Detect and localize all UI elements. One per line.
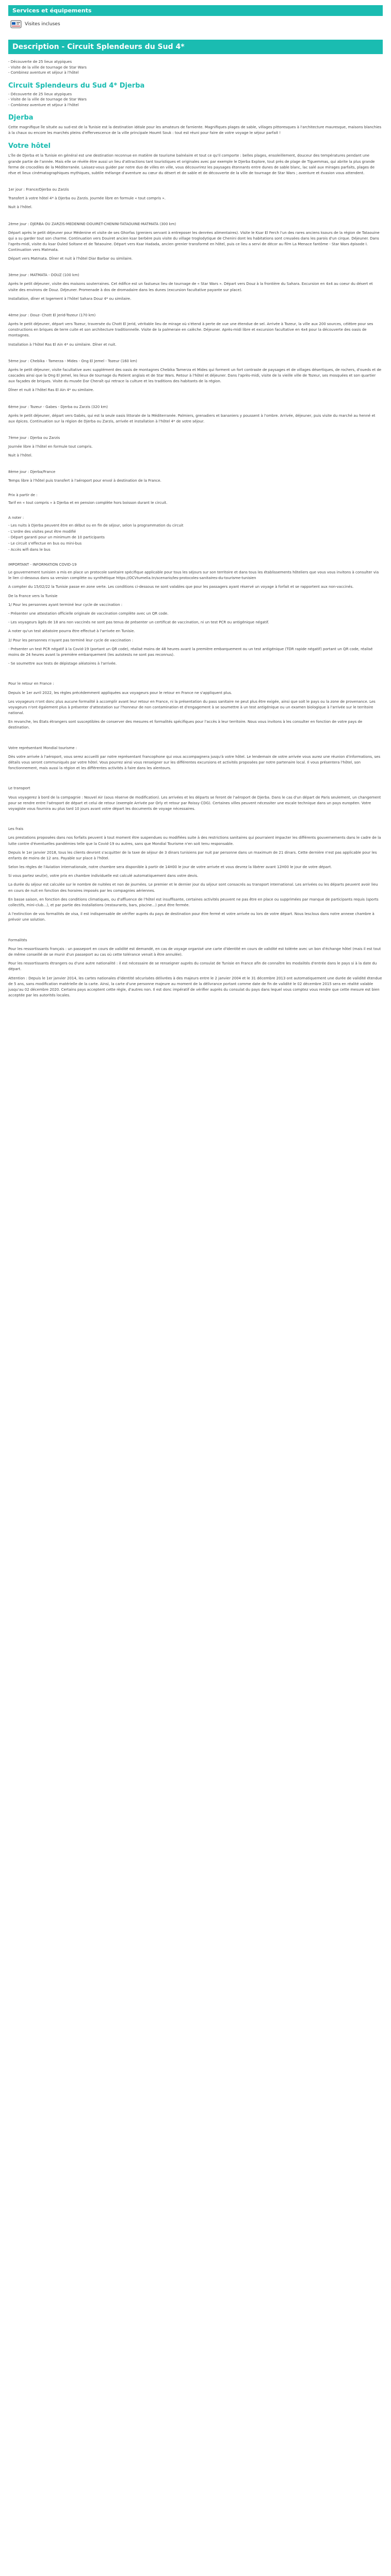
list-item: - Départ garanti pour un minimum de 10 participants <box>8 535 105 540</box>
transport-text: Vous voyagerez à bord de la compagnie : Nouvel Air (sous réserve de modification). Les arrivées et les départs se feront de l'aéroport de Djerba. Dans le cas d'un départ de Paris seulement, un changement pour se rendre entre l'aéroport de départ et celui de retour (exemple Arrivée par Orly et retour par Roissy CDG). Certaines villes peuvent nécessiter une escale technique dans un pays européen. Votre voyagiste vous fournira au plus tard 10 jours avant votre départ les documents de voyage nécessaires. <box>8 795 381 811</box>
covid-p3: De la France vers la Tunisie <box>8 594 58 598</box>
notes-list <box>8 523 383 553</box>
covid-p2: A compter du 15/02/22 la Tunisie passe en zone verte. Les conditions ci-dessous ne sont valables que pour les passagers ayant réservé un voyage à forfait et se rapportent aux non-vaccinés. <box>8 585 354 589</box>
covid-p4: 1/ Pour les personnes ayant terminé leur cycle de vaccination : <box>8 602 123 607</box>
day8-text: Temps libre à l'hôtel puis transfert à l'aéroport pour envol à destination de la France. <box>8 479 161 483</box>
intro-bullets <box>8 59 383 76</box>
description-bar: Description - Circuit Splendeurs du Sud 4* <box>8 40 383 54</box>
bullet: - Découverte de 25 lieux atypiques <box>8 92 72 96</box>
fees-p6: En basse saison, en fonction des conditions climatiques, ou d'affluence de l'hôtel est insuffisante, certaines activités peuvent ne pas être en place ou supprimées par manque de participants requis (sports collectifs, mini-club...), et par partie des installations (restaurants, bars, piscine...) peut être fermée. <box>8 897 379 908</box>
visa-card-icon <box>10 20 22 28</box>
formalities-title: Formalités <box>8 938 27 942</box>
covid-title: IMPORTANT - INFORMATION COVID-19 <box>8 563 77 567</box>
covid-p13: Les voyageurs n'ont donc plus aucune formalité à accomplir avant leur retour en France, ni la présentation du pass sanitaire ne peut plus être exigée, ainsi que soit le pays ou la zone de provenance. Les voyageurs n'ont également plus à présenter d'attestation sur l'honneur de non contamination et d'engagement à se soumettre à un test antigénique ou un examen biologique à l'arrivée sur le territoire national. <box>8 699 376 716</box>
list-item: - Accès wifi dans le bus <box>8 548 51 552</box>
fees-p5: La durée du séjour est calculée sur le nombre de nuitées et non de journées. Le premier et le dernier jour du séjour sont consacrés au transport international. Les arrivées ou les départs peuvent avoir lieu en cours de nuit en fonction des horaires imposés par les compagnies aériennes. <box>8 883 378 893</box>
covid-p1: Le gouvernement tunisien a mis en place un protocole sanitaire spécifique applicable pour tous les séjours sur son territoire et dans tous les établissements hôteliers que vous vous invitons à consulter via le lien ci-dessous dans sa version complète ou synthétique https://OCVtumelia.tn/scenario/les-protocoles-sanitaires-du-tourisme-tunisien <box>8 570 379 581</box>
fees-p1: Les prestations proposées dans nos forfaits peuvent à tout moment être suspendues ou modifiées suite à des restrictions sanitaires qui pourraient impacter les différents gouvernements dans le cadre de la lutte contre d'éventuelles pandémies telle que la Covid-19 ou autres, sans que Mondial Tourisme n'en soit tenu responsable. <box>8 836 381 846</box>
day5-end: Dîner et nuit à l'hôtel Ras El Ain 4* ou similaire. <box>8 388 94 393</box>
day6-text: Après le petit déjeuner, départ vers Gabès, qui est la seule oasis littorale de la Méditerranée. Palmiers, grenadiers et bananiers y poussent à l'ombre. Arrivée, déjeuner, puis visite du marché au henné et aux épices. Continuation sur la région de Djerba ou Zarzis, arrivée et installation à l'hôtel 4* de votre séjour. <box>8 413 376 423</box>
circuit-heading: Circuit Splendeurs du Sud 4* Djerba <box>8 81 145 90</box>
transport-title: Le transport <box>8 786 30 791</box>
bullet: - Visite de la ville de tournage de Star Wars <box>8 65 87 70</box>
day1-title: 1er jour : France/Djerba ou Zarzis <box>8 188 69 192</box>
services-bar: Services et équipements <box>8 5 383 16</box>
visa-label: Visites incluses <box>25 22 60 27</box>
fees-p2: Depuis le 1er janvier 2018, tous les clients devront s'acquitter de la taxe de séjour de 3 dinars tunisiens par nuit par personne dans un maximum de 21 dinars. Cette dernière n'est pas applicable pour les enfants de moins de 12 ans. Payable sur place à l'hôtel. <box>8 850 377 860</box>
day7-text: Journée libre à l'hôtel en formule tout compris. <box>8 444 93 449</box>
day3-title: 3ème jour : MATMATA - DOUZ (100 km) <box>8 273 79 278</box>
list-item: - L'ordre des visites peut être modifié <box>8 529 76 534</box>
covid-p8: 2/ Pour les personnes n'ayant pas terminé leur cycle de vaccination : <box>8 638 134 642</box>
day8-title: 8ème jour : Djerba/France <box>8 470 56 474</box>
covid-p10: - Se soumettre aux tests de dépistage aléatoires à l'arrivée. <box>8 662 117 666</box>
price-intro: Prix à partir de : <box>8 493 38 498</box>
djerba-text: Cette magnifique île située au sud-est de la Tunisie est la destination idéale pour les amateurs de farniente. Magnifiques plages de sable, villages pittoresques à l'architecture mauresque, maisons blanchies à la chaux ou encore les marchés pleins d'effervescence de la ville principale Houmt Souk : tout est réuni pour faire de votre voyage le séjour parfait ! <box>8 125 382 135</box>
notes-label: A noter : <box>8 515 24 520</box>
representative-title: Votre représentant Mondial tourisme : <box>8 745 77 750</box>
fees-p4: Si vous partez seul(e), votre prix en chambre individuelle est calculé automatiquement dans votre devis. <box>8 874 199 878</box>
day2-text: Départ après le petit déjeuner pour Médenine et visite de ses Ghorfas (greniers servant à entreposer les denrées alimentaires). Visite le Ksar El Ferch l'un des rares anciens ksours de la région de Tataouine qui a su garder tout son charme. Continuation vers Douiret ancien ksar berbère puis visite du village troglodytique de Chenini dont les habitations sont creusées dans les parois d'un cirque. Déjeuner. Dans l'après-midi, visite du ksar Ouled Soltane et de Tataouine. Départ vers Ksar Hadada, ancien grenier transformé en hôtel, puis ce lieu a servi de décor au film La Menace fantôme - Star Wars épisode I. Continuation vers Matmata. <box>8 230 380 252</box>
visa-row <box>8 16 383 32</box>
formalities-p3: Attention : Depuis le 1er janvier 2014, les cartes nationales d'identité sécurisées délivrées à des majeurs entre le 2 janvier 2004 et le 31 décembre 2013 ont automatiquement une durée de validité étendue de 5 ans, sans modification matérielle de la carte. Ainsi, la carte d'une personne majeure au moment de la délivrance portant comme date de fin de validité le 02 décembre 2015 sera en réalité valable jusqu'au 02 décembre 2020. Certains pays acceptent cette règle, d'autres non. Il est donc impératif de vérifier auprès du consulat du pays dans lequel vous comptez vous rendre que cette mesure est bien acceptée par les autorités locales. <box>8 976 382 998</box>
covid-p6: - Les voyageurs âgés de 18 ans non vaccinés ne sont pas tenus de présenter un certificat de vaccination, ni un test PCR ou antigénique négatif. <box>8 620 269 625</box>
fees-p3: Selon les règles de l'Aviation internationale, notre chambre sera disponible à partir de 14H00 le jour de votre arrivée et vous devrez la libérer avant 12H00 le jour de votre départ. <box>8 865 332 870</box>
covid-p14: En revanche, les États étrangers sont susceptibles de conserver des mesures et formalités spécifiques pour l'accès à leur territoire. Nous vous invitons à les consulter en fonction de votre pays de destination. <box>8 720 363 730</box>
representative-text: Dès votre arrivée à l'aéroport, vous serez accueilli par notre représentant francophone qui vous accompagnera jusqu'à votre hôtel. Le lendemain de votre arrivée vous aurez une réunion d'informations, ses détails vous seront communiqués par votre hôtel. Vous pourrez ainsi vous renseigner sur les différentes excursions et activités proposées par notre partenaire local. Il vous présentera l'hôtel, son fonctionnement, mais aussi la région et les différentes activités à faire dans les alentours. <box>8 754 381 771</box>
covid-p5: - Présenter une attestation officielle originale de vaccination complète avec un QR code. <box>8 612 169 616</box>
covid-p7: A noter qu'un test aléatoire pourra être effectué à l'arrivée en Tunisie. <box>8 629 135 634</box>
covid-p11: Pour le retour en France : <box>8 682 54 686</box>
day4-title: 4ème jour : Douz- Chott El Jerid-Tozeur (170 km) <box>8 313 96 317</box>
hotel-text: L'île de Djerba et la Tunisie en général est une destination reconnue en matière de tourisme balnéaire et tout ce qu'il comporte : belles plages, ensoleillement, douceur des températures pendant une grande partie de l'année. Mais elle se révèle être aussi un lieu d'attractions tant touristiques et originales avec par exemple le Djerba Explore, tout près de plage de Tiguemmas, qui abrite la plus grande ferme de crocodiles de la Méditerranée. Laissez-vous guider par notre duo de villes en ville, vous découvrirez les paysages étonnants entre dunes de sable blanc, lac salé aux mirages parfaits, plages de rêve et lieux cinématographiques mythiques, subtile mélange d'aventure au cœur du désert et de sable et de découverte de la ville de tournage de Star Wars ; aventure et évasion vous attendent. <box>8 154 375 175</box>
formalities-p1: Pour les ressortissants français : un passeport en cours de validité est demandé, en cas de voyage organisé une carte d'identité en cours de validité est tolérée avec un bon d'échange hôtel (mais il est tout de même conseillé de se munir d'un passeport au cas où cette tolérance venait à être annulée). <box>8 946 381 957</box>
bullet: - Découverte de 25 lieux atypiques <box>8 60 72 64</box>
covid-p9: - Présenter un test PCR négatif à la Covid-19 (portant un QR code), réalisé moins de 48 heures avant la première embarquement ou un test antigénique (TDR rapide négatif) portant un QR code, réalisé moins de 24 heures avant la première embarquement (les autotests ne sont pas reconnus). <box>8 647 373 657</box>
day7-title: 7ème jour : Djerba ou Zarzis <box>8 435 60 440</box>
day3-text: Après le petit déjeuner, visite des maisons souterraines. Cet édifice est un fastueux lieu de tournage de « Star Wars ». Départ vers Douz à la frontière du Sahara. Excursion en 4x4 au coeur du désert et visite des environs de Douz. Déjeuner. Promenade à dos de dromadaire dans les dunes (excursion facultative payante sur place). <box>8 282 373 292</box>
bullet: - Combinez aventure et séjour à l'hôtel <box>8 71 79 75</box>
bullet: - Combinez aventure et séjour à l'hôtel <box>8 103 79 107</box>
day2-end: Départ vers Matmata. Dîner et nuit à l'hôtel Diar Barbar ou similaire. <box>8 257 133 261</box>
day6-title: 6ème jour : Tozeur - Gabes - Djerba ou Zarzis (320 km) <box>8 404 108 409</box>
djerba-heading: Djerba <box>8 114 34 122</box>
day4-end: Installation à l'hôtel Ras El Ain 4* ou similaire. Dîner et nuit. <box>8 342 117 347</box>
fees-p7: A l'extinction de vos formalités de visa, il est indispensable de vérifier auprès du pays de destination pour être fermé et votre arrivée ou lors de votre départ. Nous lesclous dans notre annexe chambre à prévoir une solution. <box>8 912 374 922</box>
day5-title: 5ème jour : Chebika - Tamerza - Mides - Ong El Jemel - Tozeur (160 km) <box>8 359 137 363</box>
covid-p12: Depuis le 1er avril 2022, les règles précédemment appliquées aux voyageurs pour le retour en France ne s'appliquent plus. <box>8 690 232 695</box>
price-summary: Tarif en « tout compris » à Djerba et en pension complète hors boisson durant le circuit. <box>8 501 168 505</box>
list-item: - Les nuits à Djerba peuvent être en début ou en fin de séjour, selon la programmation du circuit <box>8 523 184 528</box>
day5-text: Après le petit déjeuner, visite facultative avec supplément des oasis de montagnes Chebika Tamerza et Mides qui forment un fort contraste de paysages et de villages désertiques, de rochers, d'oueds et de cascades ainsi que la Ong El Jemel, les lieux de tournage du Patient anglais et de Star Wars. Retour à l'hôtel et déjeuner. Dans l'après-midi, visite de la vieille ville de Tozeur, ses mosquées et son quartier aux façades de briques. Visite du musée Dar Cheraït qui retrace la culture et les traditions des habitants de la région. <box>8 367 382 384</box>
day4-text: Après le petit déjeuner, départ vers Tozeur, traversée du Chott El Jerid, véritable lieu de mirage où s'étend à perte de vue une étendue de sel. Arrivée à Tozeur, la ville aux 200 sources, célèbre pour ses constructions en briques de terre cuite et son architecture traditionnelle. Visite de la palmeraie en calèche. Déjeuner. Après-midi libre et excursion facultative en 4x4 pour la découverte des oasis de montagnes. <box>8 322 373 338</box>
list-item: - Le circuit s'effectue en bus ou mini-bus <box>8 541 82 546</box>
circuit-bullets <box>8 92 383 108</box>
day7-night: Nuit à l'hôtel. <box>8 453 32 458</box>
page <box>8 5 383 1015</box>
fees-title: Les frais <box>8 827 24 832</box>
formalities-p2: Pour les ressortissants étrangers ou d'une autre nationalité : il est nécessaire de se renseigner auprès du consulat de Tunisie en France afin de connaître les modalités d'entrée dans le pays si à la date du départ. <box>8 961 377 972</box>
day3-end: Installation, dîner et logement à l'hôtel Sahara Douz 4* ou similaire. <box>8 296 132 301</box>
day2-title: 2ème jour : DJERBA OU ZARZIS-MEDENINE-DOUIRET-CHENINI-TATAOUINE-MATMATA (300 km) <box>8 222 176 226</box>
hotel-heading: Votre hôtel <box>8 142 51 150</box>
bullet: - Visite de la ville de tournage de Star Wars <box>8 97 87 101</box>
day1-text: Transfert à votre hôtel 4* à Djerba ou Zarzis. Journée libre en formule « tout compris ». <box>8 196 166 201</box>
day1-night: Nuit à l'hôtel. <box>8 205 32 210</box>
